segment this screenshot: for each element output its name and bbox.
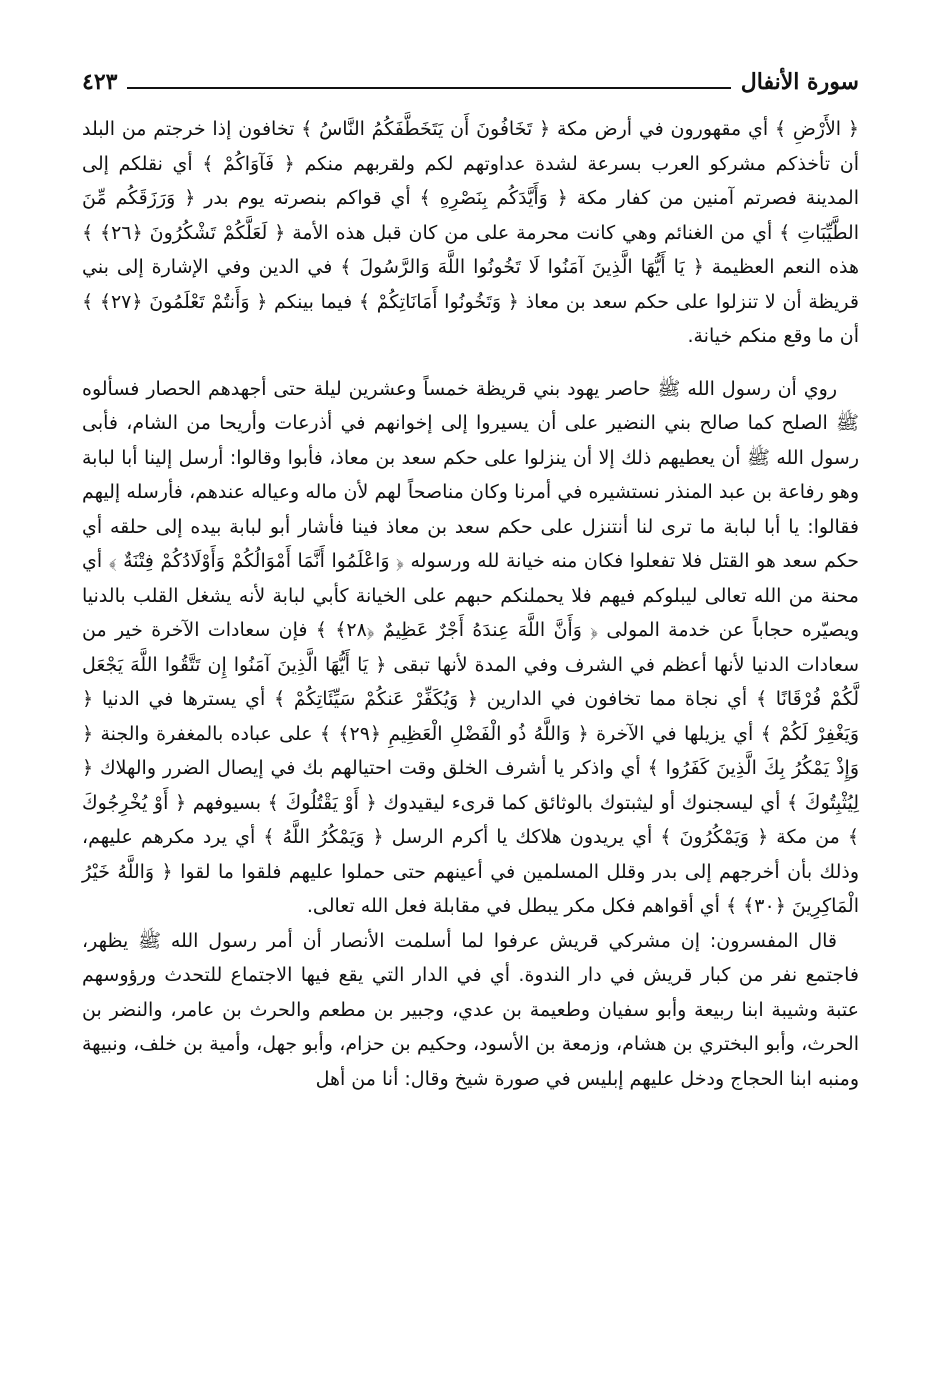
page-header — [82, 60, 859, 104]
paragraph-3: قال المفسرون: إن مشركي قريش عرفوا لما أسلمت الأنصار أن أمر رسول الله ﷺ يظهر، فاجتمع نفر من كبار قريش في دار الندوة. أي في الدار التي يقع فيها الاجتماع للتحدث ورؤوسهم عتبة وشيبة ابنا ربيعة وأبو سفيان وطعيمة بن عدي، وجبير بن مطعم والحرث بن عامر، والنضر بن الحرث، وأبو البختري بن هشام، وزمعة بن الأسود، وحكيم بن حزام، وأبو جهل، وأمية بن خلف، ونبيهة ومنبه ابنا الحجاج ودخل عليهم إبليس في صورة شيخ وقال: أنا من أهل — [82, 929, 859, 1090]
header-rule — [127, 87, 730, 89]
page-number: ٤٢٣ — [82, 69, 118, 95]
paragraph-1: ﴿ الأَرْضِ ﴾ أي مقهورون في أرض مكة ﴿ تَخَافُونَ أَن يَتَخَطَّفَكُمُ النَّاسُ ﴾ تخافون إذا خرجتم من البلد أن تأخذكم مشركو العرب بسرعة لشدة عداوتهم لكم ولقربهم منكم ﴿ فَآوَاكُمْ ﴾ أي نقلكم إلى المدينة فصرتم آمنين من كفار مكة ﴿ وَأَيَّدَكُم بِنَصْرِهِ ﴾ أي قواكم بنصرته يوم بدر ﴿ وَرَزَقَكُم مِّنَ الطَّيِّبَاتِ ﴾ أي من الغنائم وهي كانت محرمة على من كان قبل هذه الأمة ﴿ لَعَلَّكُمْ تَشْكُرُونَ ﴿٢٦﴾ ﴾ هذه النعم العظيمة ﴿ يَا أَيُّهَا الَّذِينَ آمَنُوا لَا تَخُونُوا اللَّهَ وَالرَّسُولَ ﴾ في الدين وفي الإشارة إلى بني قريظة أن لا تنزلوا على حكم سعد بن معاذ ﴿ وَتَخُونُوا أَمَانَاتِكُمْ ﴾ فيما بينكم ﴿ وَأَنتُمْ تَعْلَمُونَ ﴿٢٧﴾ ﴾ أن ما وقع منكم خيانة. — [82, 118, 859, 347]
paragraph-2: روي أن رسول الله ﷺ حاصر يهود بني قريظة خمساً وعشرين ليلة حتى أجهدهم الحصار فسألوه ﷺ الصلح كما صالح بني النضير على أن يسيروا إلى إخوانهم في أذرعات وأريحا من الشام، فأبى رسول الله ﷺ أن يعطيهم ذلك إلا أن ينزلوا على حكم سعد بن معاذ، فأبوا وقالوا: أرسل إلينا أبا لبابة وهو رفاعة بن عبد المنذر نستشيره في أمرنا وكان مناصحاً لهم لأن ماله وعياله عندهم، فأرسله إليهم فقالوا: يا أبا لبابة ما ترى لنا أنتنزل على حكم سعد بن معاذ فينا فأشار أبو لبابة بيده إلى حلقه أي حكم سعد هو القتل فلا تفعلوا فكان منه خيانة لله ورسوله ﴿ وَاعْلَمُوا أَنَّمَا أَمْوَالُكُمْ وَأَوْلَادُكُمْ فِتْنَةٌ ﴾ أي محنة من الله تعالى ليبلوكم فيهم فلا يحملنكم حبهم على الخيانة كأبي لبابة لأنه يشغل القلب بالدنيا ويصيّره حجاباً عن خدمة المولى ﴿ وَأَنَّ اللَّهَ عِندَهُ أَجْرٌ عَظِيمٌ ﴿٢٨﴾ ﴾ فإن سعادات الآخرة خير من سعادات الدنيا لأنها أعظم في الشرف وفي المدة لأنها تبقى ﴿ يَا أَيُّهَا الَّذِينَ آمَنُوا إِن تَتَّقُوا اللَّهَ يَجْعَل لَّكُمْ فُرْقَانًا ﴾ أي نجاة مما تخافون في الدارين ﴿ وَيُكَفِّرْ عَنكُمْ سَيِّئَاتِكُمْ ﴾ أي يسترها في الدنيا ﴿ وَيَغْفِرْ لَكُمْ ﴾ أي يزيلها في الآخرة ﴿ وَاللَّهُ ذُو الْفَضْلِ الْعَظِيمِ ﴿٢٩﴾ ﴾ على عباده بالمغفرة والجنة ﴿ وَإِذْ يَمْكُرُ بِكَ الَّذِينَ كَفَرُوا ﴾ أي واذكر يا أشرف الخلق وقت احتيالهم بك في إيصال الضرر والهلاك ﴿ لِيُثْبِتُوكَ ﴾ أي ليسجنوك أو ليثبتوك بالوثائق كما قرىء ليقيدوك ﴿ أَوْ يَقْتُلُوكَ ﴾ بسيوفهم ﴿ أَوْ يُخْرِجُوكَ ﴾ من مكة ﴿ وَيَمْكُرُونَ ﴾ أي يريدون هلاكك يا أكرم الرسل ﴿ وَيَمْكُرُ اللَّهُ ﴾ أي يرد مكرهم عليهم، وذلك بأن أخرجهم إلى بدر وقلل المسلمين في أعينهم حتى حملوا عليهم فلقوا ما لقوا ﴿ وَاللَّهُ خَيْرُ الْمَاكِرِينَ ﴿٣٠﴾ ﴾ أي أقواهم فكل مكر يبطل في مقابلة فعل الله تعالى. — [82, 377, 860, 917]
surah-title: سورة الأنفال — [740, 69, 859, 95]
page-body — [82, 112, 859, 1096]
